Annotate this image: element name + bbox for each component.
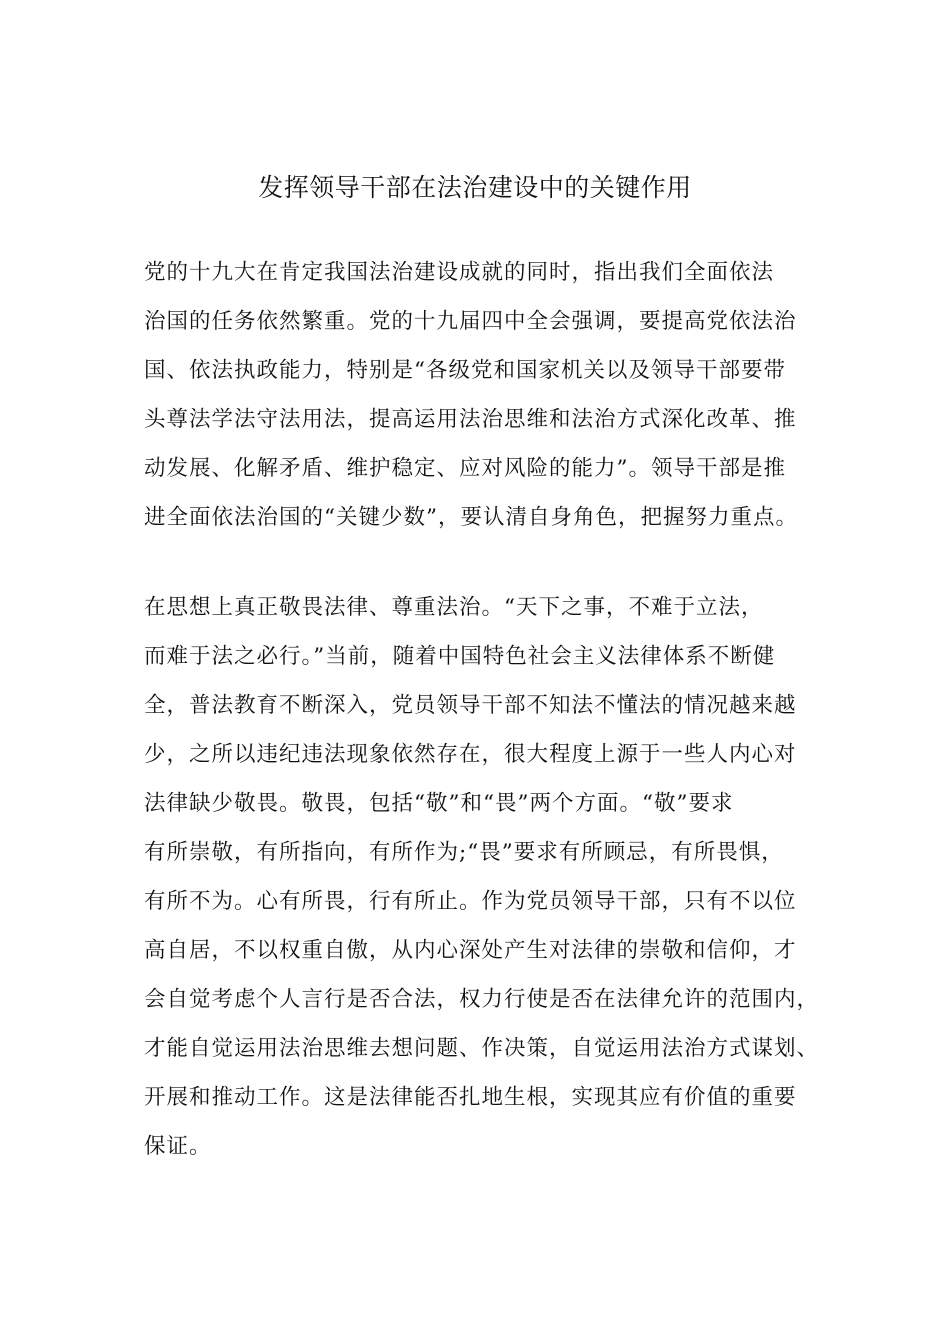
- paragraph-line: 有所崇敬，有所指向，有所作为;“畏”要求有所顾忌，有所畏惧，: [144, 840, 784, 865]
- paragraph-line: 头尊法学法守法用法，提高运用法治思维和法治方式深化改革、推: [144, 407, 797, 432]
- paragraph-line: 才能自觉运用法治思维去想问题、作决策，自觉运用法治方式谋划、: [144, 1036, 820, 1061]
- paragraph-line: 党的十九大在肯定我国法治建设成就的同时，指出我们全面依法: [144, 260, 775, 285]
- paragraph-line: 治国的任务依然繁重。党的十九届四中全会强调，要提高党依法治: [144, 309, 797, 334]
- paragraph-line: 动发展、化解矛盾、维护稳定、应对风险的能力”。领导干部是推: [144, 456, 786, 481]
- paragraph-line: 有所不为。心有所畏，行有所止。作为党员领导干部，只有不以位: [144, 889, 797, 914]
- paragraph-line: 会自觉考虑个人言行是否合法，权力行使是否在法律允许的范围内，: [144, 987, 820, 1012]
- document-title: 发挥领导干部在法治建设中的关键作用: [258, 173, 692, 202]
- paragraph-line: 国、依法执政能力，特别是“各级党和国家机关以及领导干部要带: [144, 358, 786, 383]
- paragraph-line: 保证。: [144, 1134, 212, 1159]
- paragraph-line: 法律缺少敬畏。敬畏，包括“敬”和“畏”两个方面。“敬”要求: [144, 791, 734, 816]
- paragraph-line: 高自居，不以权重自傲，从内心深处产生对法律的崇敬和信仰，才: [144, 938, 797, 963]
- paragraph-line: 开展和推动工作。这是法律能否扎地生根，实现其应有价值的重要: [144, 1085, 797, 1110]
- paragraph-line: 少，之所以违纪违法现象依然存在，很大程度上源于一些人内心对: [144, 742, 797, 767]
- paragraph-line: 全，普法教育不断深入，党员领导干部不知法不懂法的情况越来越: [144, 693, 797, 718]
- paragraph-line: 进全面依法治国的“关键少数”，要认清自身角色，把握努力重点。: [144, 505, 798, 530]
- paragraph-line: 在思想上真正敬畏法律、尊重法治。“天下之事，不难于立法，: [144, 595, 764, 620]
- paragraph-line: 而难于法之必行。”当前，随着中国特色社会主义法律体系不断健: [144, 644, 776, 669]
